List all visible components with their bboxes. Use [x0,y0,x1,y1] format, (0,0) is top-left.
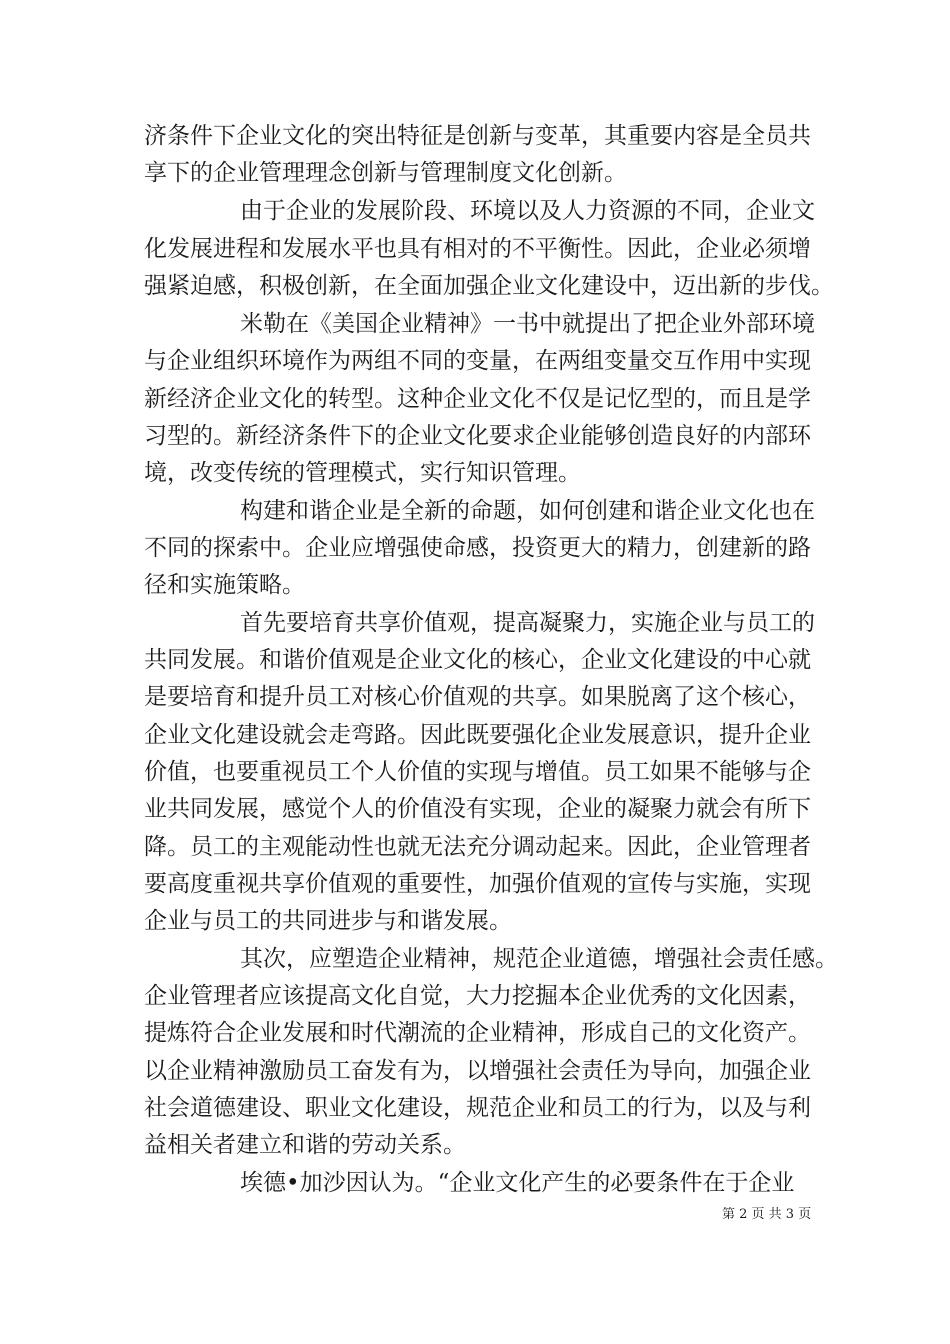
text-line: 提炼符合企业发展和时代潮流的企业精神，形成自己的文化资产。 [144,1020,811,1046]
text-line: 济条件下企业文化的突出特征是创新与变革，其重要内容是全员共 [144,123,811,149]
text-line: 是要培育和提升员工对核心价值观的共享。如果脱离了这个核心， [144,684,811,710]
text-line: 习型的。新经济条件下的企业文化要求企业能够创造良好的内部环 [144,423,811,449]
text-line: 社会道德建设、职业文化建设，规范企业和员工的行为，以及与利 [144,1095,811,1121]
text-line: 企业文化建设就会走弯路。因此既要强化企业发展意识，提升企业 [144,722,811,748]
text-line: 降。员工的主观能动性也就无法充分调动起来。因此，企业管理者 [144,834,811,860]
text-line: 其次，应塑造企业精神，规范企业道德，增强社会责任感。 [240,946,838,972]
text-line: 境，改变传统的管理模式，实行知识管理。 [144,460,581,486]
text-line: 不同的探索中。企业应增强使命感，投资更大的精力，创建新的路 [144,535,811,561]
text-line: 共同发展。和谐价值观是企业文化的核心，企业文化建设的中心就 [144,647,811,673]
text-line: 与企业组织环境作为两组不同的变量，在两组变量交互作用中实现 [144,348,811,374]
text-line: 构建和谐企业是全新的命题，如何创建和谐企业文化也在 [240,498,815,524]
text-line: 享下的企业管理理念创新与管理制度文化创新。 [144,160,627,186]
text-line: 业共同发展，感觉个人的价值没有实现，企业的凝聚力就会有所下 [144,796,811,822]
text-line: 米勒在《美国企业精神》一书中就提出了把企业外部环境 [240,311,815,337]
text-line: 企业与员工的共同进步与和谐发展。 [144,908,512,934]
text-line: 益相关者建立和谐的劳动关系。 [144,1132,466,1158]
text-line: 强紧迫感，积极创新，在全面加强企业文化建设中，迈出新的步伐。 [144,273,834,299]
text-line: 要高度重视共享价值观的重要性，加强价值观的宣传与实施，实现 [144,871,811,897]
text-line: 化发展进程和发展水平也具有相对的不平衡性。因此，企业必须增 [144,236,811,262]
text-line: 径和实施策略。 [144,572,305,598]
text-line: 企业管理者应该提高文化自觉，大力挖掘本企业优秀的文化因素， [144,983,811,1009]
text-line: 首先要培育共享价值观，提高凝聚力，实施企业与员工的 [240,610,815,636]
text-line: 埃德•加沙因认为。“企业文化产生的必要条件在于企业 [240,1170,795,1196]
text-line: 以企业精神激励员工奋发有为，以增强社会责任为导向，加强企业 [144,1058,811,1084]
text-line: 新经济企业文化的转型。这种企业文化不仅是记忆型的，而且是学 [144,386,811,412]
text-line: 价值，也要重视员工个人价值的实现与增值。员工如果不能够与企 [144,759,811,785]
page-number-footer: 第 2 页 共 3 页 [722,1207,812,1222]
text-line: 由于企业的发展阶段、环境以及人力资源的不同，企业文 [240,198,815,224]
